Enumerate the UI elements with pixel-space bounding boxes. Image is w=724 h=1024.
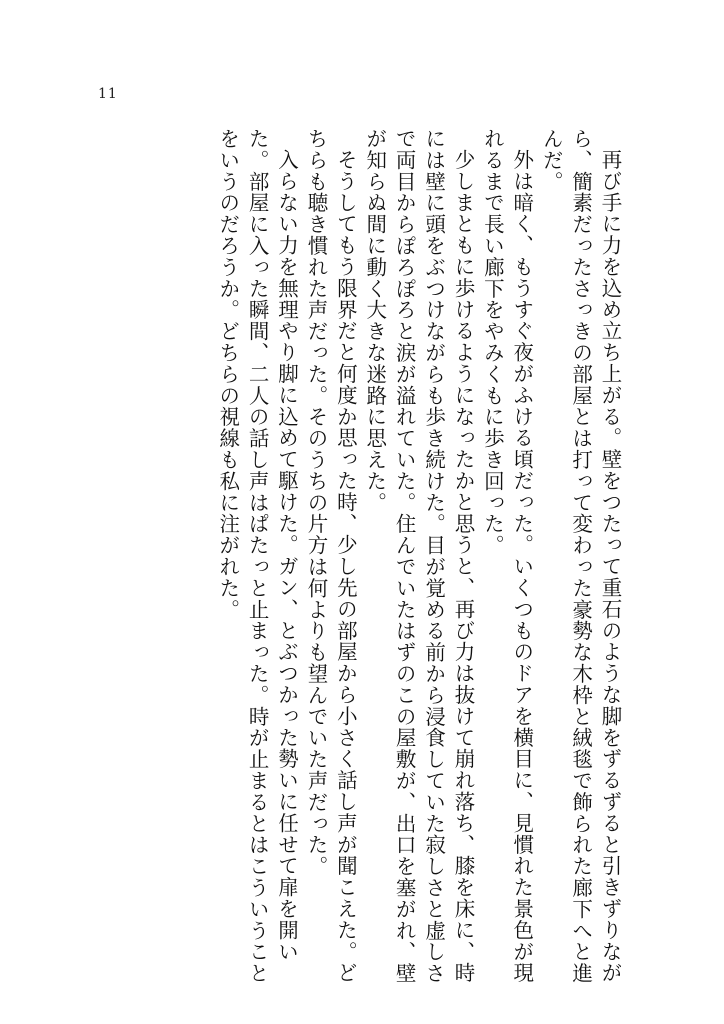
paragraph: 入らない力を無理やり脚に込めて駆けた。ガン、とぶつかった勢いに任せて扉を開いた。部屋に入った瞬間、二人の話し声はぱたっと止まった。時が止まるとはこういうことをいうのだろうか。どちらの視線も私に注がれた。 [215, 128, 299, 984]
paragraph: 再び手に力を込め立ち上がる。壁をつたって重石のような脚をずるずると引きずりながら、簡素だったさっきの部屋とは打って変わった豪勢な木枠と絨毯で飾られた廊下へと進んだ。 [539, 128, 622, 984]
paragraph: そうしてもう限界だと何度か思った時、少し先の部屋から小さく話し声が聞こえた。どちらも聴き慣れた声だった。そのうちの片方は何よりも望んでいた声だった。 [303, 128, 358, 984]
page-number: 11 [98, 86, 118, 102]
paragraph: 外は暗く、もうすぐ夜がふける頃だった。いくつものドアを横目に、見慣れた景色が現れるまで長い廊下をやみくもに歩き回った。 [480, 128, 534, 984]
body-text [212, 128, 624, 988]
paragraph: 少しまともに歩けるようになったかと思うと、再び力は抜けて崩れ落ち、膝を床に、時には壁に頭をぶつけながらも歩き続けた。目が覚める前から浸食していた寂しさと虚しさで両目からぽろぽろと涙が溢れていた。住んでいたはずのこの屋敷が、出口を塞がれ、壁が知らぬ間に動く大きな迷路に思えた。 [362, 128, 475, 984]
